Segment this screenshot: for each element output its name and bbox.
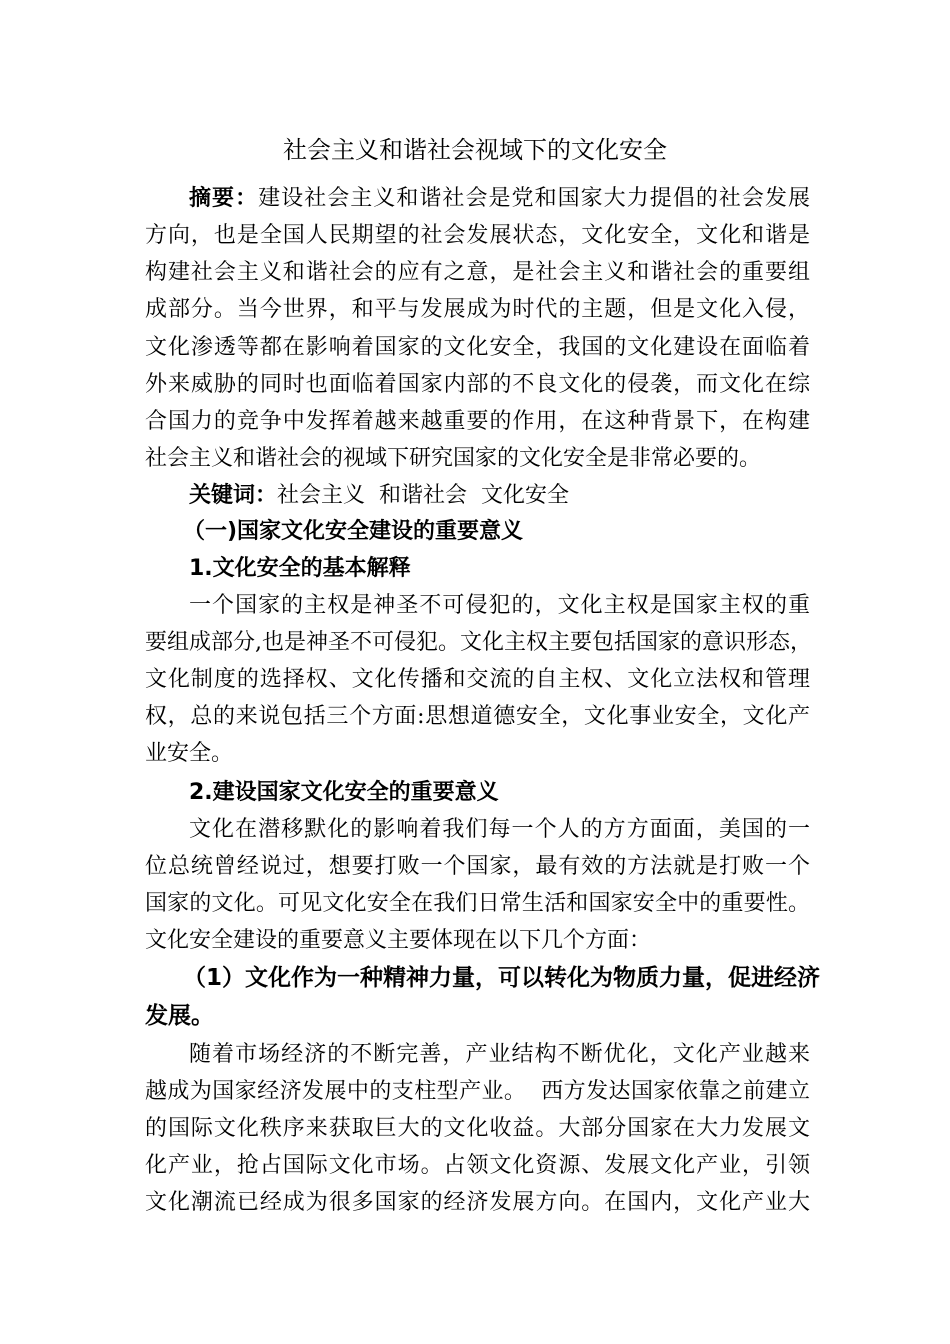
paragraph-line: 化产业，抢占国际文化市场。占领文化资源、发展文化产业，引领 xyxy=(145,1153,810,1178)
paragraph-line: 文化在潜移默化的影响着我们每一个人的方方面面，美国的一 xyxy=(189,817,810,842)
paragraph-line: 国家的文化。可见文化安全在我们日常生活和国家安全中的重要性。 xyxy=(145,891,810,916)
section-heading: （一)国家文化安全建设的重要意义 xyxy=(183,519,524,544)
subsection-heading: 1.文化安全的基本解释 xyxy=(189,556,411,581)
point-heading: 发展。 xyxy=(145,1003,214,1029)
abstract-text: 建设社会主义和谐社会是党和国家大力提倡的社会发展 xyxy=(258,186,810,211)
abstract-line: 成部分。当今世界，和平与发展成为时代的主题，但是文化入侵， xyxy=(145,297,810,322)
paragraph-line: 权，总的来说包括三个方面:思想道德安全，文化事业安全，文化产 xyxy=(145,704,810,729)
paragraph-line: 的国际文化秩序来获取巨大的文化收益。大部分国家在大力发展文 xyxy=(145,1116,810,1141)
point-heading: （1）文化作为一种精神力量，可以转化为物质力量，促进经济 xyxy=(183,965,821,991)
abstract-line: 构建社会主义和谐社会的应有之意，是社会主义和谐社会的重要组 xyxy=(145,260,810,285)
abstract-line xyxy=(189,181,810,217)
paragraph-line: 文化制度的选择权、文化传播和交流的自主权、文化立法权和管理 xyxy=(145,667,810,692)
abstract-label: 摘要： xyxy=(189,186,259,211)
keywords-label: 关键词： xyxy=(189,483,278,508)
paragraph-line: 文化潮流已经成为很多国家的经济发展方向。在国内，文化产业大 xyxy=(145,1190,810,1215)
document-title: 社会主义和谐社会视域下的文化安全 xyxy=(283,136,667,164)
abstract-line: 外来威胁的同时也面临着国家内部的不良文化的侵袭，而文化在综 xyxy=(145,372,810,397)
paragraph-line: 一个国家的主权是神圣不可侵犯的，文化主权是国家主权的重 xyxy=(189,593,810,618)
paragraph-line: 随着市场经济的不断完善，产业结构不断优化，文化产业越来 xyxy=(189,1042,810,1067)
abstract-line: 文化渗透等都在影响着国家的文化安全，我国的文化建设在面临着 xyxy=(145,335,810,360)
paragraph-line: 位总统曾经说过，想要打败一个国家，最有效的方法就是打败一个 xyxy=(145,854,810,879)
abstract-line: 社会主义和谐社会的视域下研究国家的文化安全是非常必要的。 xyxy=(145,446,762,471)
subsection-heading: 2.建设国家文化安全的重要意义 xyxy=(189,780,499,805)
paragraph-line: 要组成部分,也是神圣不可侵犯。文化主权主要包括国家的意识形态， xyxy=(145,630,812,655)
abstract-line: 方向，也是全国人民期望的社会发展状态，文化安全，文化和谐是 xyxy=(145,223,810,248)
keywords-line xyxy=(189,478,810,514)
paragraph-line: 文化安全建设的重要意义主要体现在以下几个方面： xyxy=(145,928,652,953)
keywords-value: 社会主义 和谐社会 文化安全 xyxy=(277,483,569,508)
paragraph-line: 业安全。 xyxy=(145,741,234,766)
paragraph-line: 越成为国家经济发展中的支柱型产业。 西方发达国家依靠之前建立 xyxy=(145,1079,810,1104)
abstract-line: 合国力的竞争中发挥着越来越重要的作用，在这种背景下，在构建 xyxy=(145,409,810,434)
